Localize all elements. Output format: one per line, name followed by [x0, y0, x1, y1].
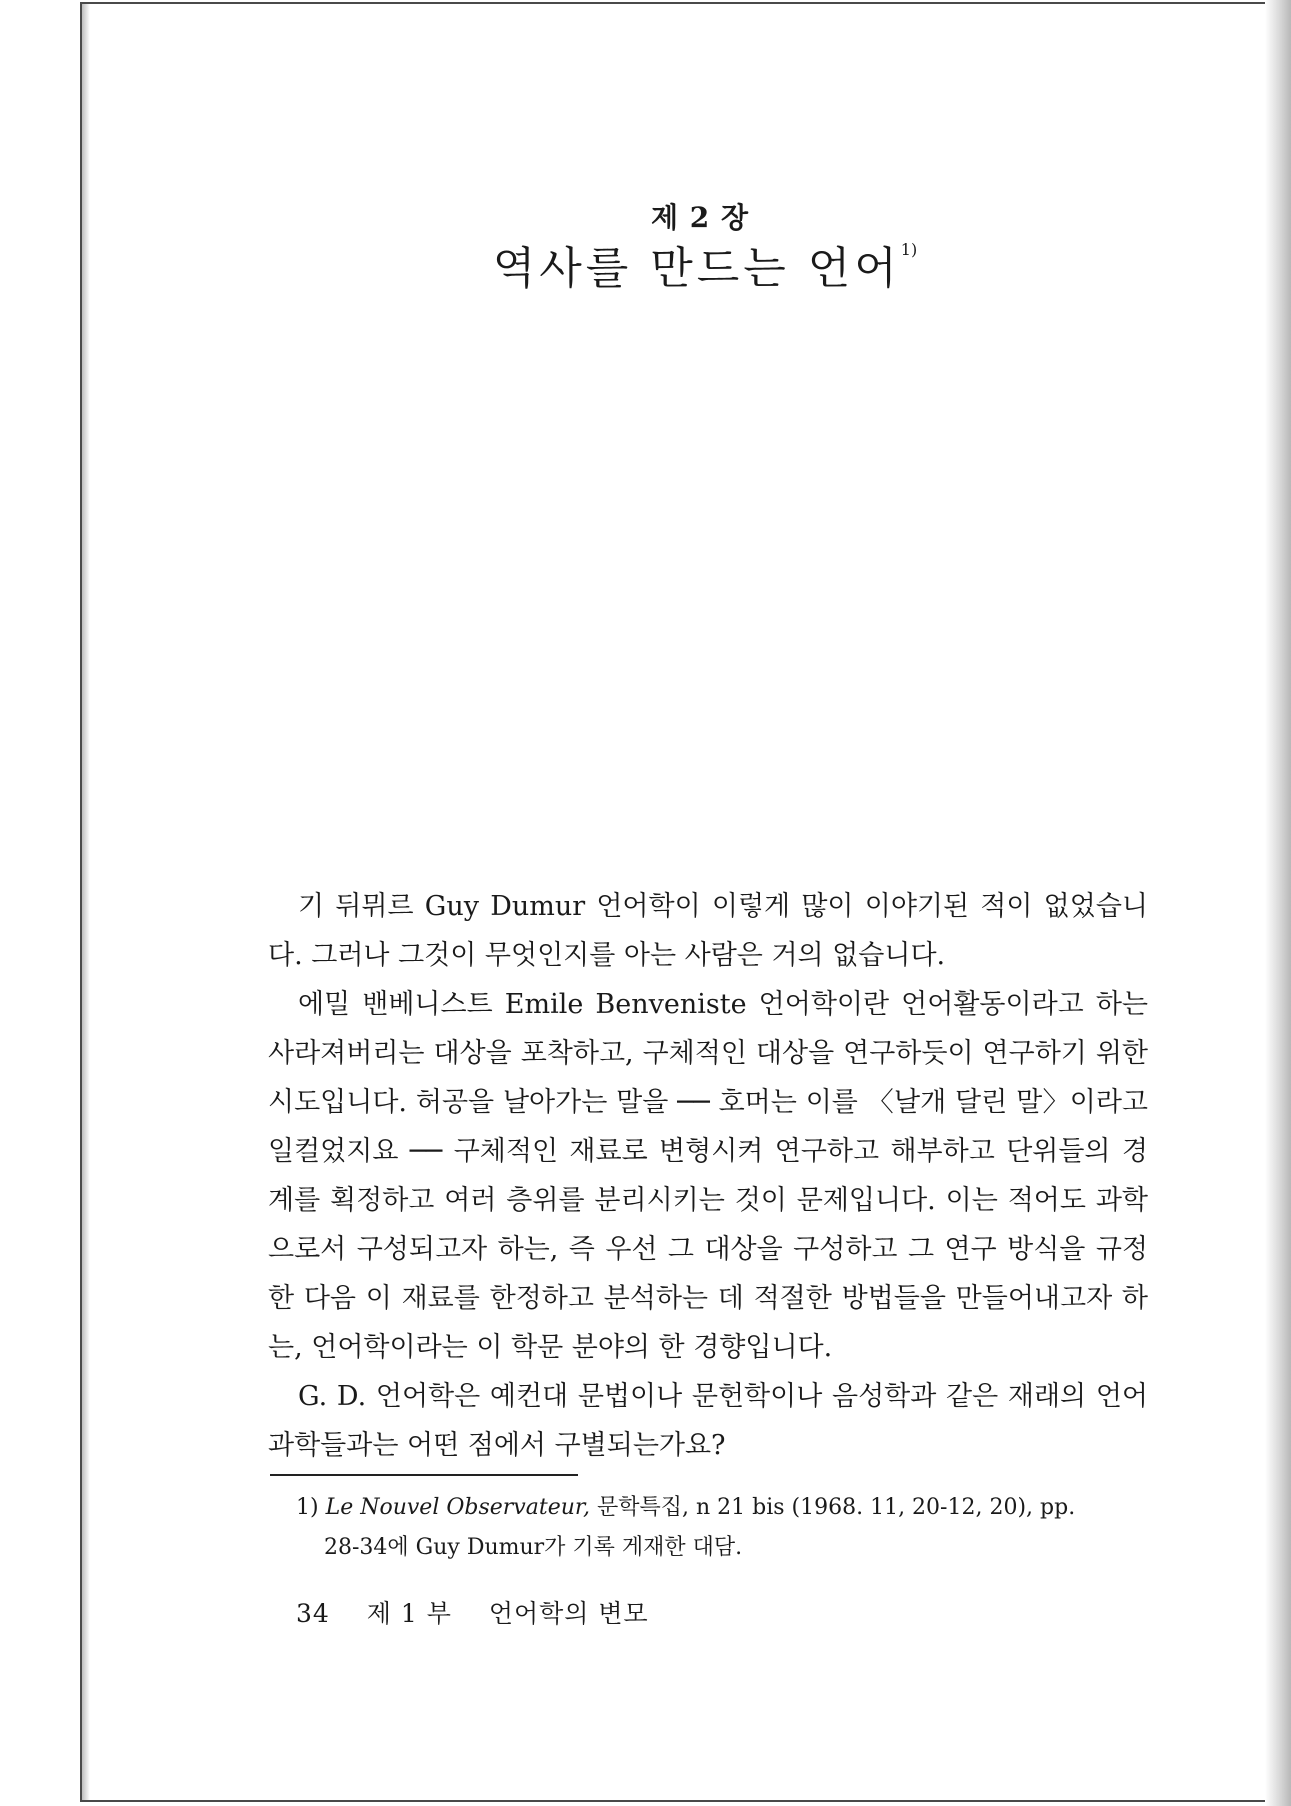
- paragraph: 기 뒤뮈르 Guy Dumur 언어학이 이렇게 많이 이야기된 적이 없었습니다. 그러나 그것이 무엇인지를 아는 사람은 거의 없습니다.: [268, 891, 1148, 971]
- footnote-divider: [270, 1474, 578, 1476]
- paragraph: 에밀 밴베니스트 Emile Benveniste 언어학이란 언어활동이라고 하는 사라져버리는 대상을 포착하고, 구체적인 대상을 연구하듯이 연구하기 위한 시도입니다. 허공을 날아가는 말을 ── 호머는 이를 〈날개 달린 말〉이라고 일컬었지요 ── 구체적인 재료로 변형시켜 연구하고 해부하고 단위들의 경계를 획정하고 여러 층위를 분리시키는 것이 문제입니다. 이는 적어도 과학으로서 구성되고자 하는, 즉 우선 그 대상을 구성하고 그 연구 방식을 규정한 다음 이 재료를 한정하고 분석하는 데 적절한 방법들을 만들어내고자 하는, 언어학이라는 이 학문 분야의 한 경향입니다.: [268, 989, 1148, 1363]
- chapter-title: [0, 232, 1291, 296]
- footnote-journal: Le Nouvel Observateur,: [325, 1495, 590, 1520]
- footnote-marker: 1): [296, 1495, 319, 1520]
- chapter-title-footnote-marker: 1): [900, 240, 918, 259]
- footnote: [296, 1488, 1148, 1568]
- part-title: 언어학의 변모: [488, 1599, 649, 1628]
- running-footer: [296, 1594, 677, 1630]
- footnote-line2: 28-34에 Guy Dumur가 기록 게재한 대담.: [324, 1535, 743, 1560]
- chapter-number: 제 2 장: [650, 201, 750, 234]
- footnote-line1: 문학특집, n 21 bis (1968. 11, 20-12, 20), pp.: [589, 1495, 1076, 1520]
- part-label: 제 1 부: [366, 1599, 452, 1628]
- chapter-title-text: 역사를 만드는 언어: [492, 243, 901, 294]
- paragraph: G. D. 언어학은 예컨대 문법이나 문헌학이나 음성학과 같은 재래의 언어과학들과는 어떤 점에서 구별되는가요?: [268, 1381, 1148, 1461]
- page-number: 34: [296, 1599, 330, 1628]
- body-text: [268, 882, 1148, 1470]
